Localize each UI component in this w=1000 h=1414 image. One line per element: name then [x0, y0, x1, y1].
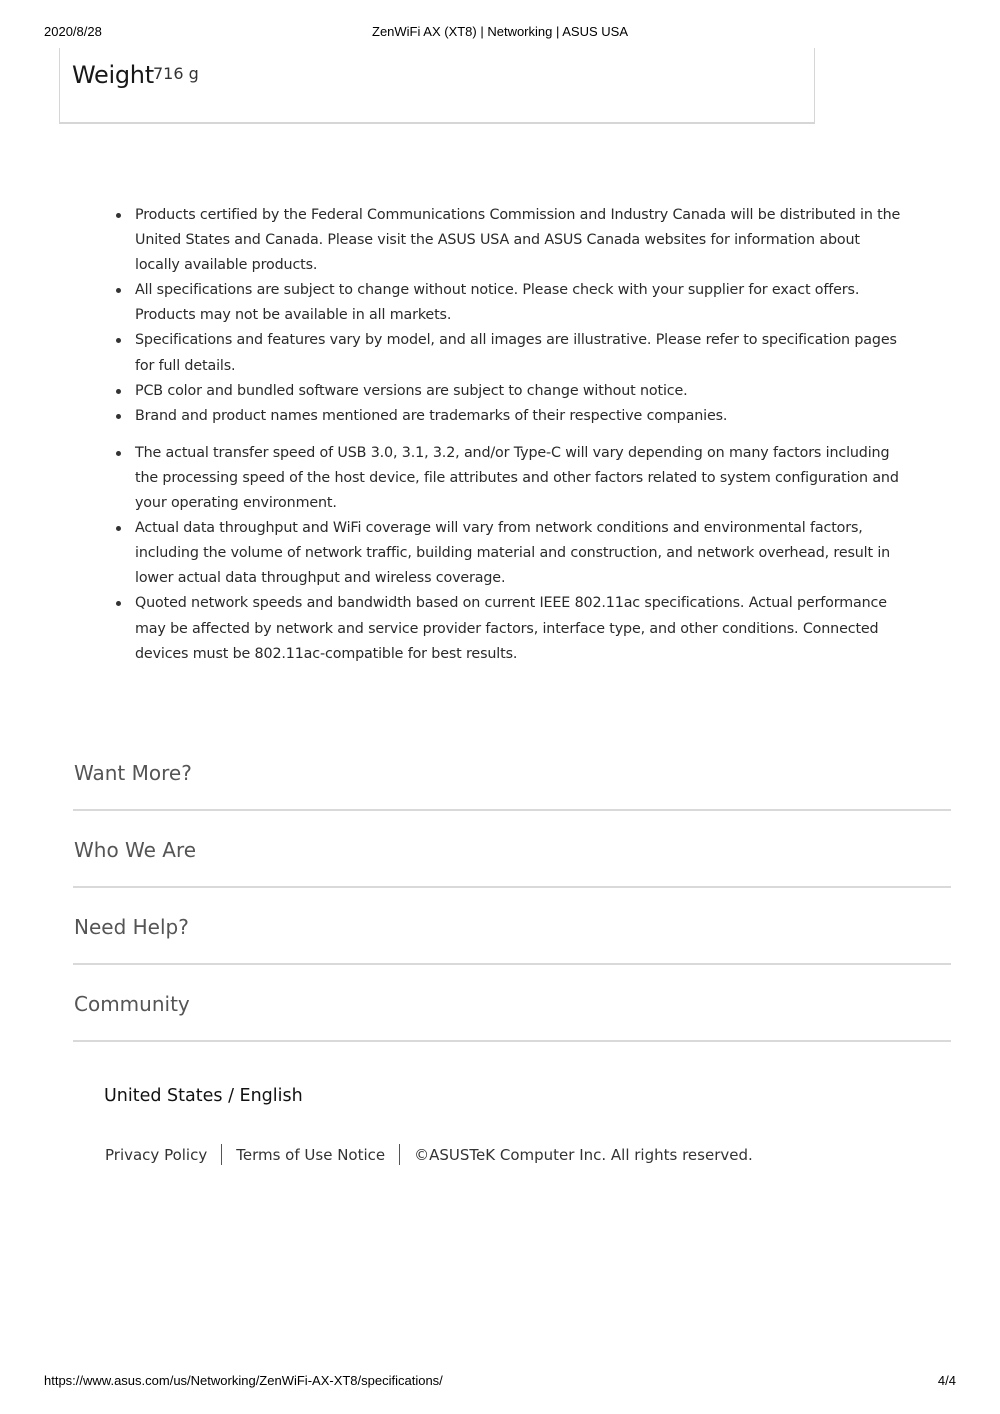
legal-divider	[221, 1144, 222, 1165]
footer-section-need-help[interactable]	[73, 888, 951, 965]
print-footer	[44, 1373, 956, 1391]
legal-links	[105, 1144, 753, 1165]
print-url: https://www.asus.com/us/Networking/ZenWiFi-AX-XT8/specifications/	[44, 1373, 443, 1388]
spec-label: Weight	[72, 61, 154, 89]
footer-accordion	[73, 734, 951, 1042]
disclaimer-item: The actual transfer speed of USB 3.0, 3.1, 3.2, and/or Type-C will vary depending on many factors including the processing speed of the host device, file attributes and other factors related to system configuration and your operating environment.	[135, 441, 905, 516]
disclaimer-item: PCB color and bundled software versions are subject to change without notice.	[135, 379, 905, 404]
disclaimer-list	[135, 203, 905, 667]
footer-section-want-more[interactable]	[73, 734, 951, 811]
footer-section-label: Who We Are	[74, 838, 197, 862]
privacy-policy-link[interactable]: Privacy Policy	[105, 1145, 208, 1164]
footer-section-label: Need Help?	[74, 915, 189, 939]
footer-section-community[interactable]	[73, 965, 951, 1042]
disclaimer-item: Specifications and features vary by model, and all images are illustrative. Please refer to specification pages for full details.	[135, 328, 905, 378]
spec-value: 716 g	[153, 64, 199, 83]
copyright-text: ©ASUSTeK Computer Inc. All rights reserved.	[414, 1145, 753, 1164]
print-date: 2020/8/28	[44, 24, 102, 39]
legal-divider	[399, 1144, 400, 1165]
disclaimer-item: Quoted network speeds and bandwidth based on current IEEE 802.11ac specifications. Actual performance may be affected by network and service provider factors, interface type, and other conditions. Connected devices must be 802.11ac-compatible for best results.	[135, 591, 905, 666]
disclaimer-item: Actual data throughput and WiFi coverage will vary from network conditions and environmental factors, including the volume of network traffic, building material and construction, and network overhead, result in lower actual data throughput and wireless coverage.	[135, 516, 905, 591]
footer-section-who-we-are[interactable]	[73, 811, 951, 888]
print-page-title: ZenWiFi AX (XT8) | Networking | ASUS USA	[372, 24, 628, 39]
print-page-number: 4/4	[937, 1373, 956, 1388]
footer-section-label: Want More?	[74, 761, 192, 785]
locale-selector[interactable]: United States / English	[104, 1086, 303, 1106]
footer-section-label: Community	[74, 992, 190, 1016]
disclaimer-item: Products certified by the Federal Communications Commission and Industry Canada will be distributed in the United States and Canada. Please visit the ASUS USA and ASUS Canada websites for information about locally available products.	[135, 203, 905, 278]
terms-of-use-link[interactable]: Terms of Use Notice	[236, 1145, 386, 1164]
disclaimer-item: Brand and product names mentioned are trademarks of their respective companies.	[135, 404, 905, 429]
spec-card-weight	[59, 48, 815, 124]
print-header	[44, 24, 956, 42]
disclaimer-item: All specifications are subject to change without notice. Please check with your supplier for exact offers. Products may not be available in all markets.	[135, 278, 905, 328]
